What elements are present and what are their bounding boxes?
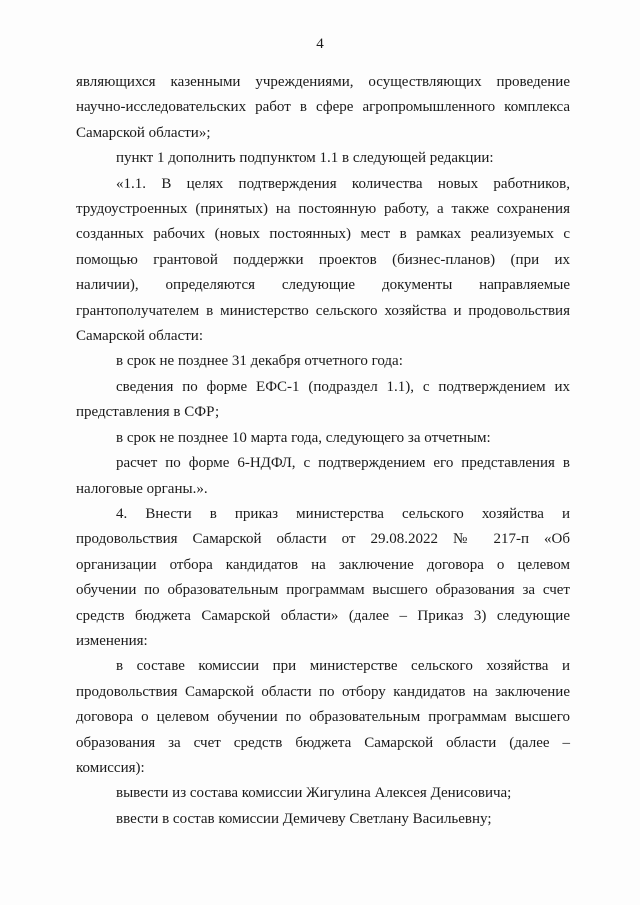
paragraph [76, 349, 570, 374]
paragraph-line: ввести в состав комиссии Демичеву Светлану Васильевну; [116, 810, 492, 827]
paragraph-line: трудоустроенных (принятых) на постоянную работу, а также сохранения [76, 201, 570, 218]
paragraph [76, 502, 570, 654]
paragraph-line: в составе комиссии при министерстве сельского хозяйства и [116, 658, 570, 675]
paragraph-line: продовольствия Самарской области от 29.08.2022 № 217-п «Об [76, 531, 570, 548]
paragraph-line: образования за счет средств бюджета Самарской области (далее – [76, 734, 570, 751]
paragraph-line: являющихся казенными учреждениями, осуществляющих проведение [76, 74, 570, 90]
paragraph-line: расчет по форме 6-НДФЛ, с подтверждением его представления в [116, 455, 570, 472]
paragraph [76, 146, 570, 171]
paragraph-line: помощью грантовой поддержки проектов (бизнес-планов) (при их [76, 251, 570, 268]
paragraph-line: организации отбора кандидатов на заключение договора о целевом [76, 556, 570, 573]
paragraph [76, 375, 570, 426]
paragraph-line: наличии), определяются следующие документы направляемые [76, 277, 570, 294]
paragraph-line: продовольствия Самарской области по отбору кандидатов на заключение [76, 683, 570, 700]
paragraph-line: комиссия): [76, 759, 145, 776]
paragraph [76, 781, 570, 806]
paragraph-line: вывести из состава комиссии Жигулина Алексея Денисовича; [116, 785, 512, 802]
page-number: 4 [316, 36, 324, 52]
paragraph-line: созданных рабочих (новых постоянных) мест в рамках реализуемых с [76, 226, 570, 243]
paragraph-line: в срок не позднее 10 марта года, следующего за отчетным: [116, 429, 491, 446]
paragraph [76, 807, 570, 832]
paragraph-line: 4. Внести в приказ министерства сельского хозяйства и [116, 505, 570, 522]
paragraph [76, 426, 570, 451]
document-body [76, 70, 570, 832]
paragraph-line: средств бюджета Самарской области» (далее – Приказ 3) следующие [76, 607, 570, 624]
paragraph-line: научно-исследовательских работ в сфере агропромышленного комплекса [76, 99, 570, 116]
paragraph-line: налоговые органы.». [76, 480, 208, 497]
paragraph [76, 70, 570, 146]
paragraph [76, 654, 570, 781]
paragraph [76, 451, 570, 502]
paragraph-line: представления в СФР; [76, 404, 220, 421]
paragraph-line: сведения по форме ЕФС-1 (подраздел 1.1), с подтверждением их [116, 378, 570, 395]
paragraph-line: пункт 1 дополнить подпунктом 1.1 в следующей редакции: [116, 150, 494, 167]
paragraph-line: обучении по образовательным программам высшего образования за счет [76, 582, 570, 599]
paragraph-line: грантополучателем в министерство сельского хозяйства и продовольствия [76, 302, 570, 319]
paragraph-line: в срок не позднее 31 декабря отчетного года: [116, 353, 403, 370]
paragraph-line: Самарской области»; [76, 124, 211, 141]
paragraph [76, 172, 570, 350]
paragraph-line: договора о целевом обучении по образовательным программам высшего [76, 709, 570, 726]
paragraph-line: изменения: [76, 632, 148, 649]
paragraph-line: Самарской области: [76, 328, 203, 345]
paragraph-line: «1.1. В целях подтверждения количества новых работников, [116, 175, 570, 192]
